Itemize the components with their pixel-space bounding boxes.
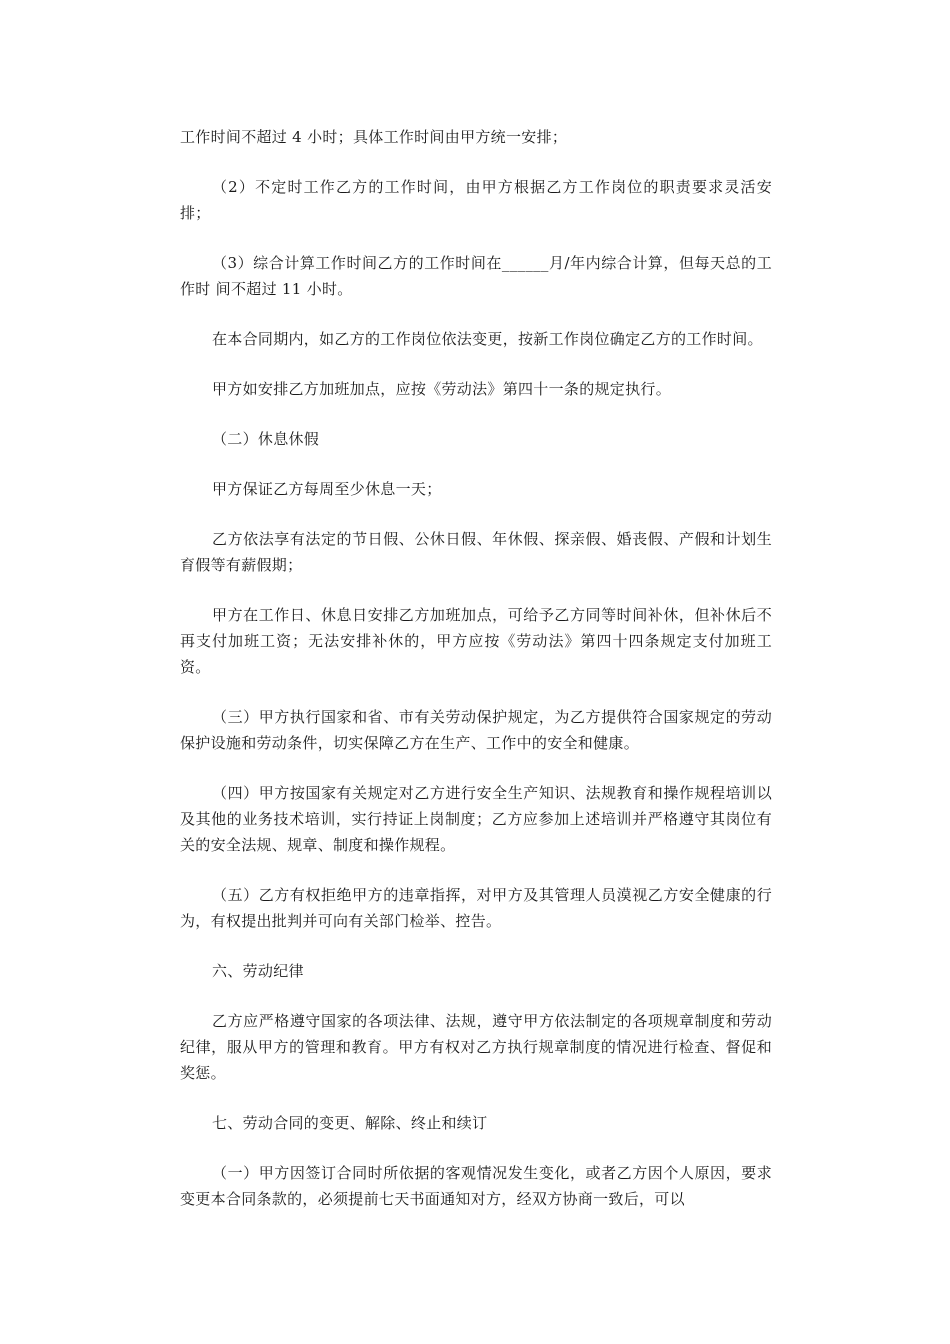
paragraph-discipline: 乙方应严格遵守国家的各项法律、法规，遵守甲方依法制定的各项规章制度和劳动纪律，服从甲方的管理和教育。甲方有权对乙方执行规章制度的情况进行检查、督促和奖惩。	[180, 1012, 772, 1082]
paragraph-comprehensive-hours: （3）综合计算工作时间乙方的工作时间在______月/年内综合计算，但每天总的工作时 间不超过 11 小时。	[180, 254, 772, 298]
paragraph-overtime: 甲方如安排乙方加班加点，应按《劳动法》第四十一条的规定执行。	[212, 380, 672, 398]
paragraph-flexible-hours: （2）不定时工作乙方的工作时间，由甲方根据乙方工作岗位的职责要求灵活安排；	[180, 178, 772, 222]
paragraph-paid-leave: 乙方依法享有法定的节日假、公休日假、年休假、探亲假、婚丧假、产假和计划生育假等有薪假期；	[180, 530, 772, 574]
paragraph-safety-training: （四）甲方按国家有关规定对乙方进行安全生产知识、法规教育和操作规程培训以及其他的业务技术培训，实行持证上岗制度；乙方应参加上述培训并严格遵守其岗位有关的安全法规、规章、制度和操作规程。	[180, 784, 772, 854]
paragraph-position-change: 在本合同期内，如乙方的工作岗位依法变更，按新工作岗位确定乙方的工作时间。	[212, 330, 763, 348]
paragraph-labor-protection: （三）甲方执行国家和省、市有关劳动保护规定，为乙方提供符合国家规定的劳动保护设施和劳动条件，切实保障乙方在生产、工作中的安全和健康。	[180, 708, 772, 752]
section-heading-labor-discipline: 六、劳动纪律	[212, 962, 304, 980]
document-body	[180, 124, 772, 1236]
section-heading-rest-leave: （二）休息休假	[212, 430, 320, 448]
paragraph-working-hours-limit: 工作时间不超过 4 小时；具体工作时间由甲方统一安排；	[180, 128, 568, 146]
paragraph-refuse-violations: （五）乙方有权拒绝甲方的违章指挥，对甲方及其管理人员漠视乙方安全健康的行为，有权提出批判并可向有关部门检举、控告。	[180, 886, 772, 930]
paragraph-weekly-rest: 甲方保证乙方每周至少休息一天；	[212, 480, 442, 498]
paragraph-compensatory-leave: 甲方在工作日、休息日安排乙方加班加点，可给予乙方同等时间补休，但补休后不再支付加班工资；无法安排补休的，甲方应按《劳动法》第四十四条规定支付加班工资。	[180, 606, 772, 676]
section-heading-contract-changes: 七、劳动合同的变更、解除、终止和续订	[212, 1114, 488, 1132]
paragraph-contract-change-notice: （一）甲方因签订合同时所依据的客观情况发生变化，或者乙方因个人原因，要求变更本合同条款的，必须提前七天书面通知对方，经双方协商一致后，可以	[180, 1164, 772, 1208]
